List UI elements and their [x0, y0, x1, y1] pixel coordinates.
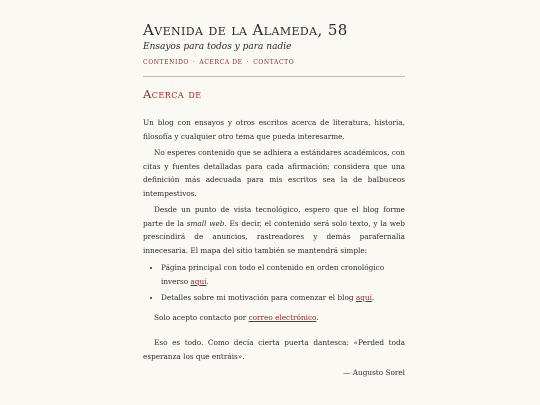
paragraph-closing: Eso es todo. Como decía cierta puerta dantesca: «Perded toda esperanza los que entráis».: [143, 338, 405, 361]
nav-separator: ·: [246, 59, 250, 66]
nav-item-acerca-de[interactable]: ACERCA DE: [199, 59, 243, 66]
email-link[interactable]: correo electrónico: [248, 312, 317, 322]
paragraph-disclaimer: No esperes contenido que se adhiera a estándares académicos, con citas y fuentes detalladas para cada afirmación; considera que una definición más adecuada para mis escritos sea la de balbuceos intempestivos.: [143, 148, 405, 198]
contact-punct: .: [316, 312, 319, 322]
nav-item-contacto[interactable]: CONTACTO: [253, 59, 295, 66]
top-nav: [143, 58, 405, 68]
paragraph-contact: [143, 311, 405, 325]
paragraph-text: . Es decir, el contenido será solo texto, y la web prescindirá de anuncios, rastreadores y demás parafernalia innecesaria. El mapa del sitio también se mantendrá simple:: [143, 218, 405, 255]
list-item-text: Página principal con todo el contenido en orden cronológico inverso: [161, 263, 385, 286]
header-divider: [143, 76, 405, 77]
site-subtitle: Ensayos para todos y para nadie: [143, 42, 292, 52]
home-link[interactable]: aquí: [190, 276, 207, 286]
paragraph-intro: Un blog con ensayos y otros escritos acerca de literatura, historia, filosofía y cualquier otro tema que pueda interesarme.: [143, 118, 405, 141]
list-item: [161, 291, 405, 305]
contact-text: Solo acepto contacto por: [154, 312, 249, 322]
list-item: [161, 261, 405, 288]
motivation-link[interactable]: aquí: [355, 293, 372, 302]
nav-item-contenido[interactable]: CONTENIDO: [143, 59, 189, 66]
section-heading: Acerca de: [143, 87, 202, 101]
small-web-emphasis: small web: [186, 218, 225, 228]
list-item-punct: .: [206, 276, 209, 286]
content-column: [143, 20, 405, 383]
list-item-text: Detalles sobre mi motivación para comenzar el blog: [161, 293, 356, 302]
nav-separator: ·: [192, 59, 196, 66]
signature: — Augusto Sorel: [343, 368, 405, 377]
paragraph-technology: [143, 203, 405, 257]
sitemap-list: [143, 261, 405, 305]
site-title[interactable]: Avenida de la Alameda, 58: [143, 21, 348, 39]
paragraph-text: Desde un punto de vista tecnológico, espero que el blog forme parte de la: [143, 205, 405, 228]
list-item-punct: .: [371, 293, 375, 302]
